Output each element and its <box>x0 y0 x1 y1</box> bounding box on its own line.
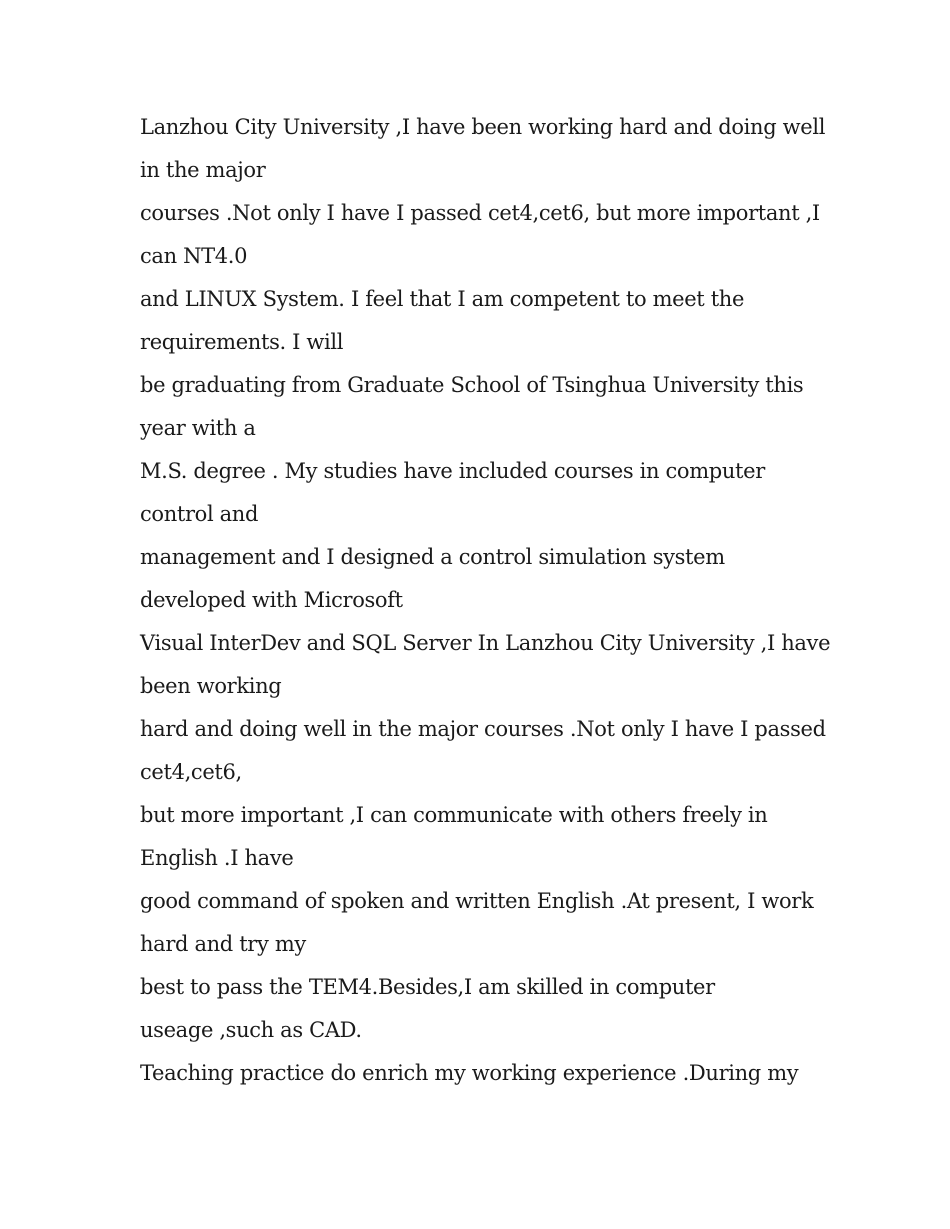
text-line: useage ,such as CAD. <box>140 1018 362 1042</box>
text-line: year with a <box>140 416 256 440</box>
text-line: can NT4.0 <box>140 244 248 268</box>
text-line: management and I designed a control simulation system <box>140 545 725 569</box>
text-line: been working <box>140 674 282 698</box>
text-line: cet4,cet6, <box>140 760 242 784</box>
text-line: good command of spoken and written English .At present, I work <box>140 889 814 913</box>
text-line: Lanzhou City University ,I have been working hard and doing well <box>140 115 826 139</box>
text-line: M.S. degree . My studies have included courses in computer <box>140 459 765 483</box>
text-line: but more important ,I can communicate with others freely in <box>140 803 768 827</box>
text-line: requirements. I will <box>140 330 344 354</box>
text-line: English .I have <box>140 846 294 870</box>
text-line: best to pass the TEM4.Besides,I am skilled in computer <box>140 975 715 999</box>
text-line: courses .Not only I have I passed cet4,cet6, but more important ,I <box>140 201 820 225</box>
text-line: control and <box>140 502 259 526</box>
text-line: developed with Microsoft <box>140 588 403 612</box>
text-line: in the major <box>140 158 266 182</box>
text-line: and LINUX System. I feel that I am competent to meet the <box>140 287 745 311</box>
text-line: Visual InterDev and SQL Server In Lanzhou City University ,I have <box>140 631 831 655</box>
text-line: hard and try my <box>140 932 306 956</box>
text-line: be graduating from Graduate School of Tsinghua University this <box>140 373 804 397</box>
text-line: hard and doing well in the major courses .Not only I have I passed <box>140 717 826 741</box>
document-body <box>140 106 830 1095</box>
text-line: Teaching practice do enrich my working experience .During my <box>140 1061 799 1085</box>
